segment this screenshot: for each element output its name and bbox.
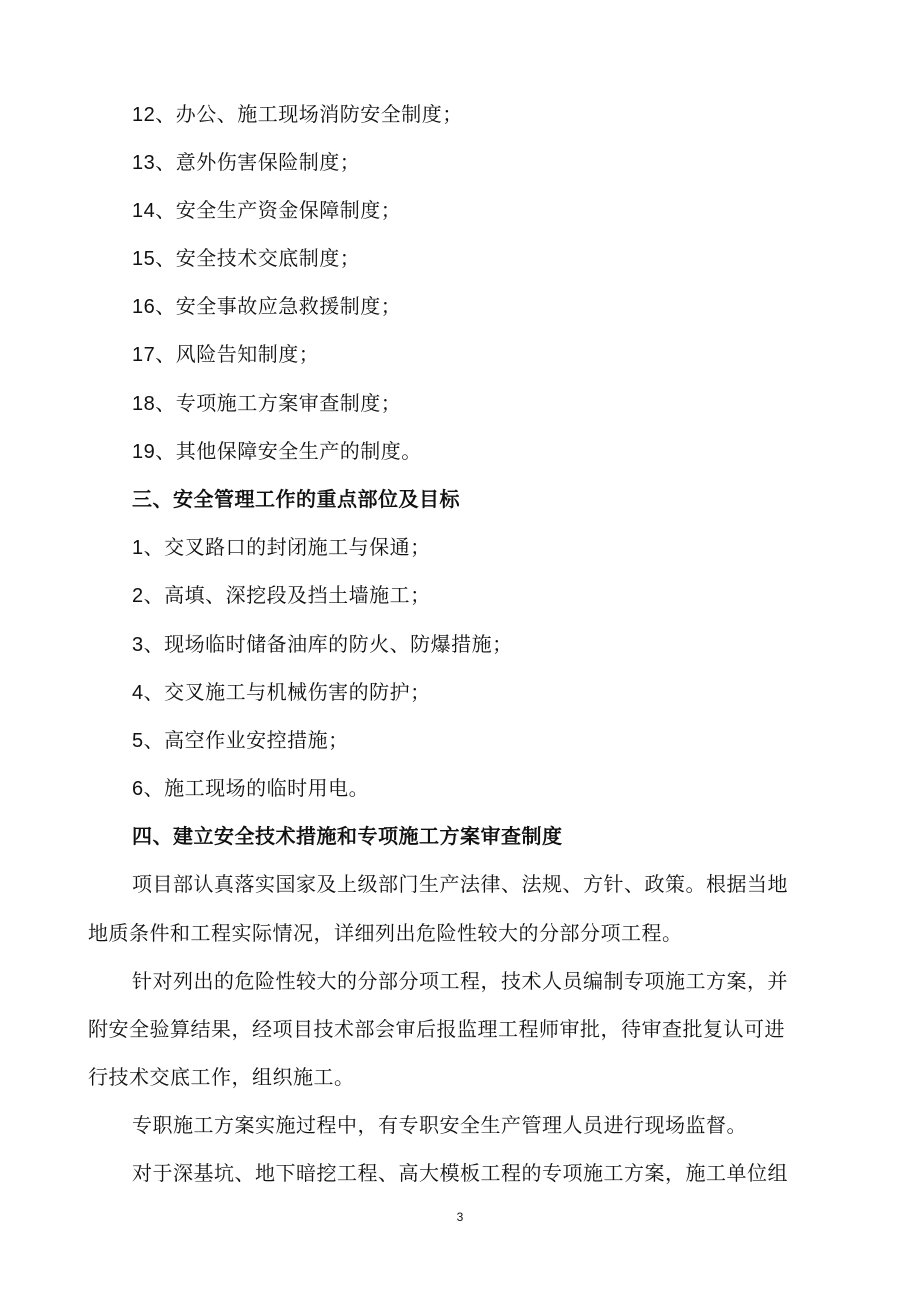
item-text: 、办公、施工现场消防安全制度； [155,102,463,126]
page-number: 3 [456,1210,464,1224]
list-item [132,774,369,803]
list-item [132,581,431,610]
list-item [132,678,431,707]
list-item [132,292,401,321]
list-item [132,148,360,177]
item-text: 、风险告知制度； [155,342,320,366]
list-item [132,244,360,273]
paragraph-line: 针对列出的危险性较大的分部分项工程，技术人员编制专项施工方案，并 [132,969,788,993]
item-number: 14 [132,200,156,222]
item-text: 、安全生产资金保障制度； [155,198,402,222]
item-text: 、高填、深挖段及挡土墙施工； [143,583,431,607]
item-text: 、安全事故应急救援制度； [155,294,402,318]
item-text: 、高空作业安控措施； [143,728,349,752]
list-item [132,726,349,755]
list-item [132,389,401,418]
item-text: 、现场临时储备油库的防火、防爆措施； [143,632,513,656]
item-number: 15 [132,248,156,270]
item-number: 17 [132,344,156,366]
section-heading: 四、建立安全技术措施和专项施工方案审查制度 [132,824,563,848]
item-text: 、其他保障安全生产的制度。 [155,439,422,463]
item-number: 4 [132,682,144,704]
list-item [132,630,513,659]
list-item [132,437,422,466]
item-number: 3 [132,634,144,656]
list-item [132,533,431,562]
paragraph-line: 附安全验算结果，经项目技术部会审后报监理工程师审批，待审查批复认可进 [88,1017,785,1041]
item-number: 6 [132,778,144,800]
section-heading: 三、安全管理工作的重点部位及目标 [132,487,460,511]
item-number: 19 [132,441,156,463]
paragraph-line: 项目部认真落实国家及上级部门生产法律、法规、方针、政策。根据当地 [132,872,788,896]
item-number: 16 [132,296,156,318]
item-number: 18 [132,393,156,415]
item-number: 1 [132,537,144,559]
paragraph-line: 地质条件和工程实际情况，详细列出危险性较大的分部分项工程。 [88,921,683,945]
item-number: 2 [132,585,144,607]
item-number: 13 [132,152,156,174]
item-number: 12 [132,104,156,126]
item-text: 、安全技术交底制度； [155,246,361,270]
paragraph-line: 专职施工方案实施过程中，有专职安全生产管理人员进行现场监督。 [132,1113,747,1137]
item-text: 、专项施工方案审查制度； [155,391,402,415]
item-text: 、施工现场的临时用电。 [143,776,370,800]
list-item [132,340,319,369]
item-text: 、交叉路口的封闭施工与保通； [143,535,431,559]
list-item [132,196,401,225]
paragraph-line: 行技术交底工作，组织施工。 [88,1065,355,1089]
paragraph-line: 对于深基坑、地下暗挖工程、高大模板工程的专项施工方案，施工单位组 [132,1161,788,1185]
item-text: 、意外伤害保险制度； [155,150,361,174]
item-number: 5 [132,730,144,752]
list-item [132,100,463,129]
item-text: 、交叉施工与机械伤害的防护； [143,680,431,704]
